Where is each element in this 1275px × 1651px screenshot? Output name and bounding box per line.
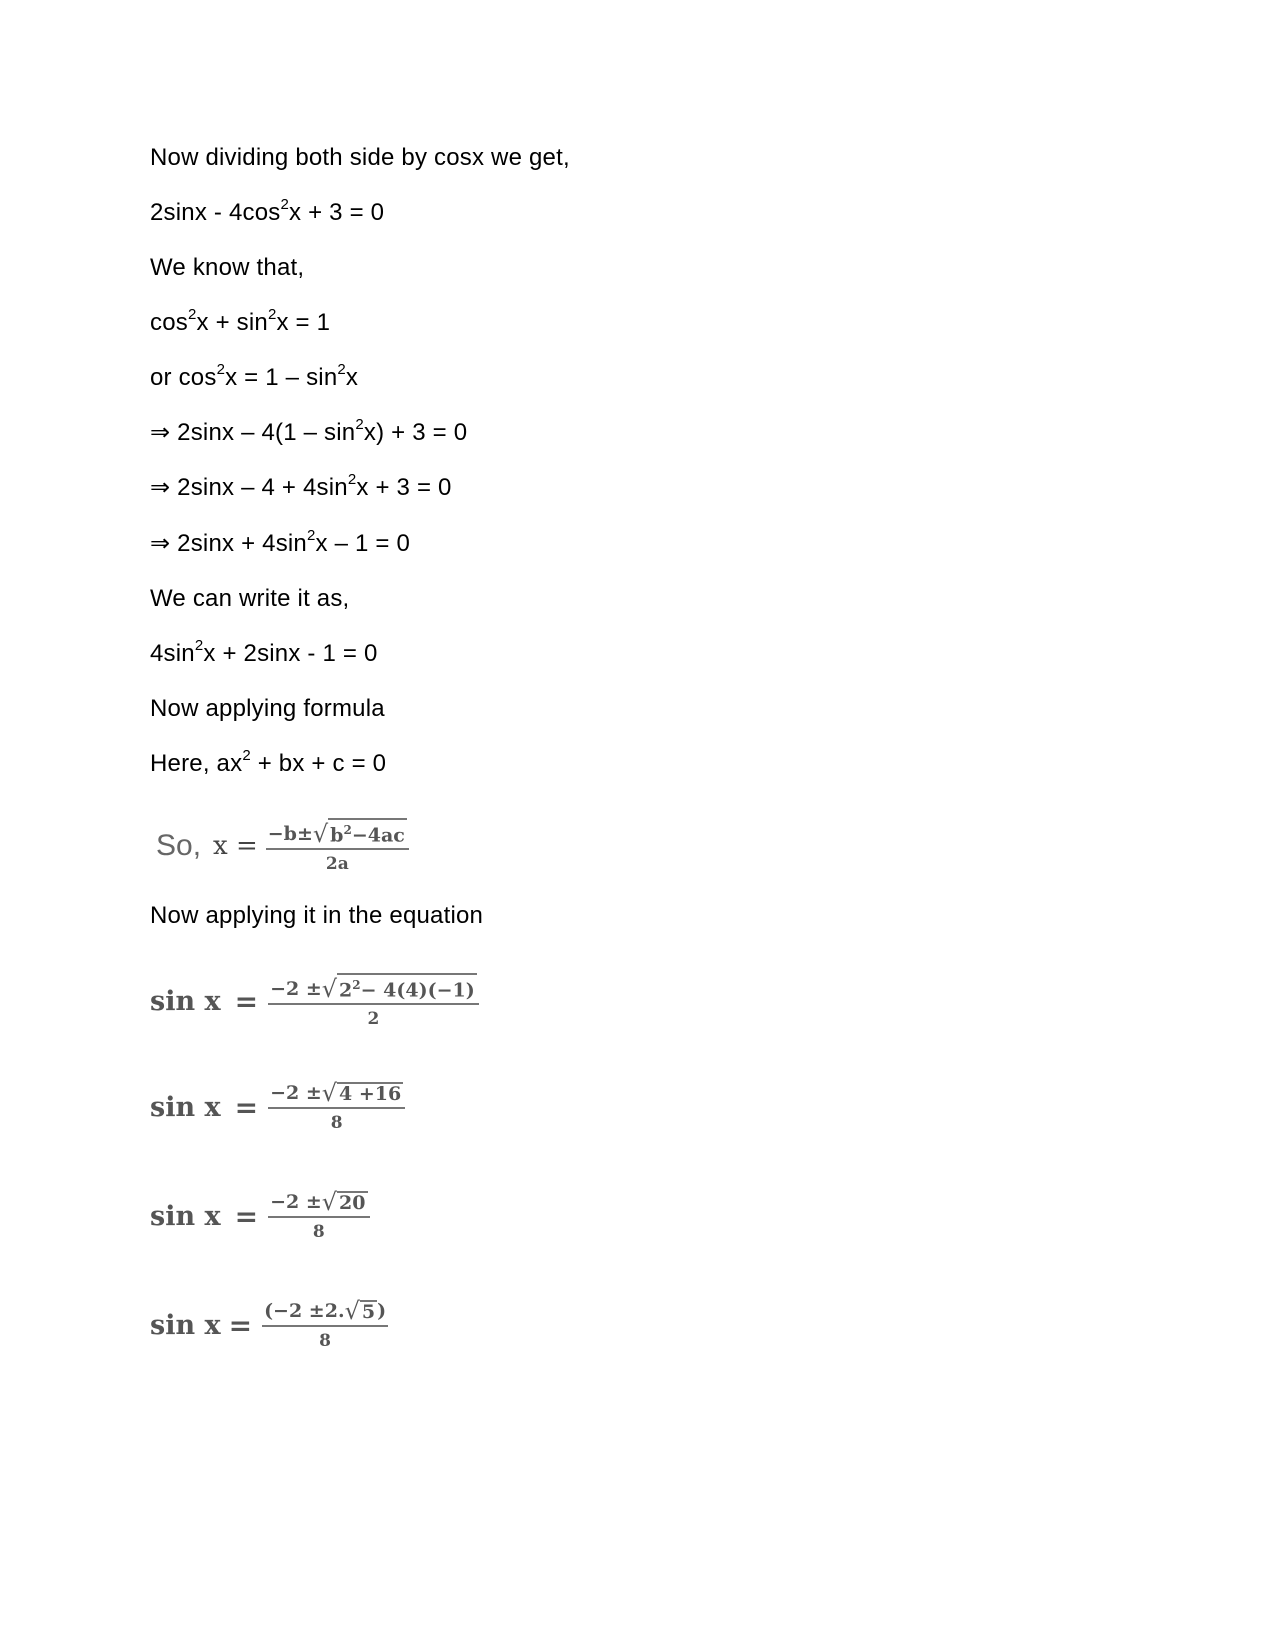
formula-numerator: −2 ± √ 4 +16 xyxy=(268,1082,405,1109)
sqrt-symbol: √ 20 xyxy=(321,1188,366,1216)
formula-fraction xyxy=(268,1188,369,1242)
sinx-formula-3 xyxy=(150,1188,370,1242)
formula-fraction xyxy=(268,973,479,1029)
identity-line: $\cos^2x + \sin^2x = 1$ xyxy=(150,306,331,336)
identity-rearranged-line: or $\cos^2x = 1 - \sin^2x$ xyxy=(150,361,359,391)
expansion-line: ⇒ $2\sin x - 4 + 4\sin^2x + 3 = 0$ xyxy=(150,471,452,501)
formula-numerator: −2 ± √ 20 xyxy=(268,1191,369,1218)
sinx-formula-1 xyxy=(150,973,479,1029)
simplified-line: ⇒ $2\sin x + 4\sin^2x - 1 = 0$ xyxy=(150,527,411,557)
formula-lhs: x = xyxy=(213,831,258,862)
equals-sign: = xyxy=(228,1309,253,1342)
formula-denominator: 8 xyxy=(330,1113,343,1133)
sqrt-symbol: √ 5 xyxy=(344,1297,376,1325)
quadratic-form-line: $4\sin^2x + 2\sin x - 1 = 0$ xyxy=(150,637,378,667)
equals-sign: = xyxy=(234,1091,259,1124)
formula-fraction xyxy=(266,818,409,874)
general-quadratic-line: Here, $ax^2$ + bx + c = 0 xyxy=(150,747,387,777)
formula-denominator: 2a xyxy=(325,854,349,875)
formula-denominator: 2 xyxy=(367,1009,380,1030)
formula-denominator: 8 xyxy=(319,1331,331,1351)
formula-numerator: −b± √ $b^2-4ac$ xyxy=(266,818,409,850)
formula-lhs: sin x xyxy=(150,1201,221,1232)
equals-sign: = xyxy=(234,984,259,1018)
formula-lhs: sin x xyxy=(150,1310,221,1341)
equation-line-1: $2\sin x - 4\cos^2x + 3 = 0$ xyxy=(150,196,385,226)
formula-numerator: (−2 ±2. √ 5 ) xyxy=(264,1297,387,1325)
sqrt-symbol: √ $2^2- 4(4)(-1)$ xyxy=(322,973,477,1000)
sinx-formula-4 xyxy=(150,1297,388,1351)
formula-fraction xyxy=(268,1079,405,1133)
formula-prefix: So, xyxy=(156,829,202,863)
sinx-formula-2 xyxy=(150,1079,405,1133)
text-line-applying-equation: Now applying it in the equation xyxy=(150,902,484,929)
text-line-applying-formula: Now applying formula xyxy=(150,695,385,722)
formula-numerator: −2 ± √ $2^2- 4(4)(-1)$ xyxy=(268,973,479,1005)
formula-denominator: 8 xyxy=(312,1222,325,1242)
formula-lhs: sin x xyxy=(150,1092,221,1123)
text-line-we-can-write: We can write it as, xyxy=(150,585,350,612)
text-line-dividing: Now dividing both side by cosx we get, xyxy=(150,144,570,171)
substitution-line: ⇒ $2\sin x - 4(1 - \sin^2x) + 3 = 0$ xyxy=(150,416,468,446)
sqrt-symbol: √ $b^2-4ac$ xyxy=(313,818,407,845)
sqrt-symbol: √ 4 +16 xyxy=(321,1079,402,1107)
quadratic-formula xyxy=(156,818,409,874)
formula-lhs: sin x xyxy=(150,985,221,1017)
formula-fraction xyxy=(262,1297,388,1351)
text-line-we-know: We know that, xyxy=(150,254,305,281)
equals-sign: = xyxy=(234,1200,259,1233)
